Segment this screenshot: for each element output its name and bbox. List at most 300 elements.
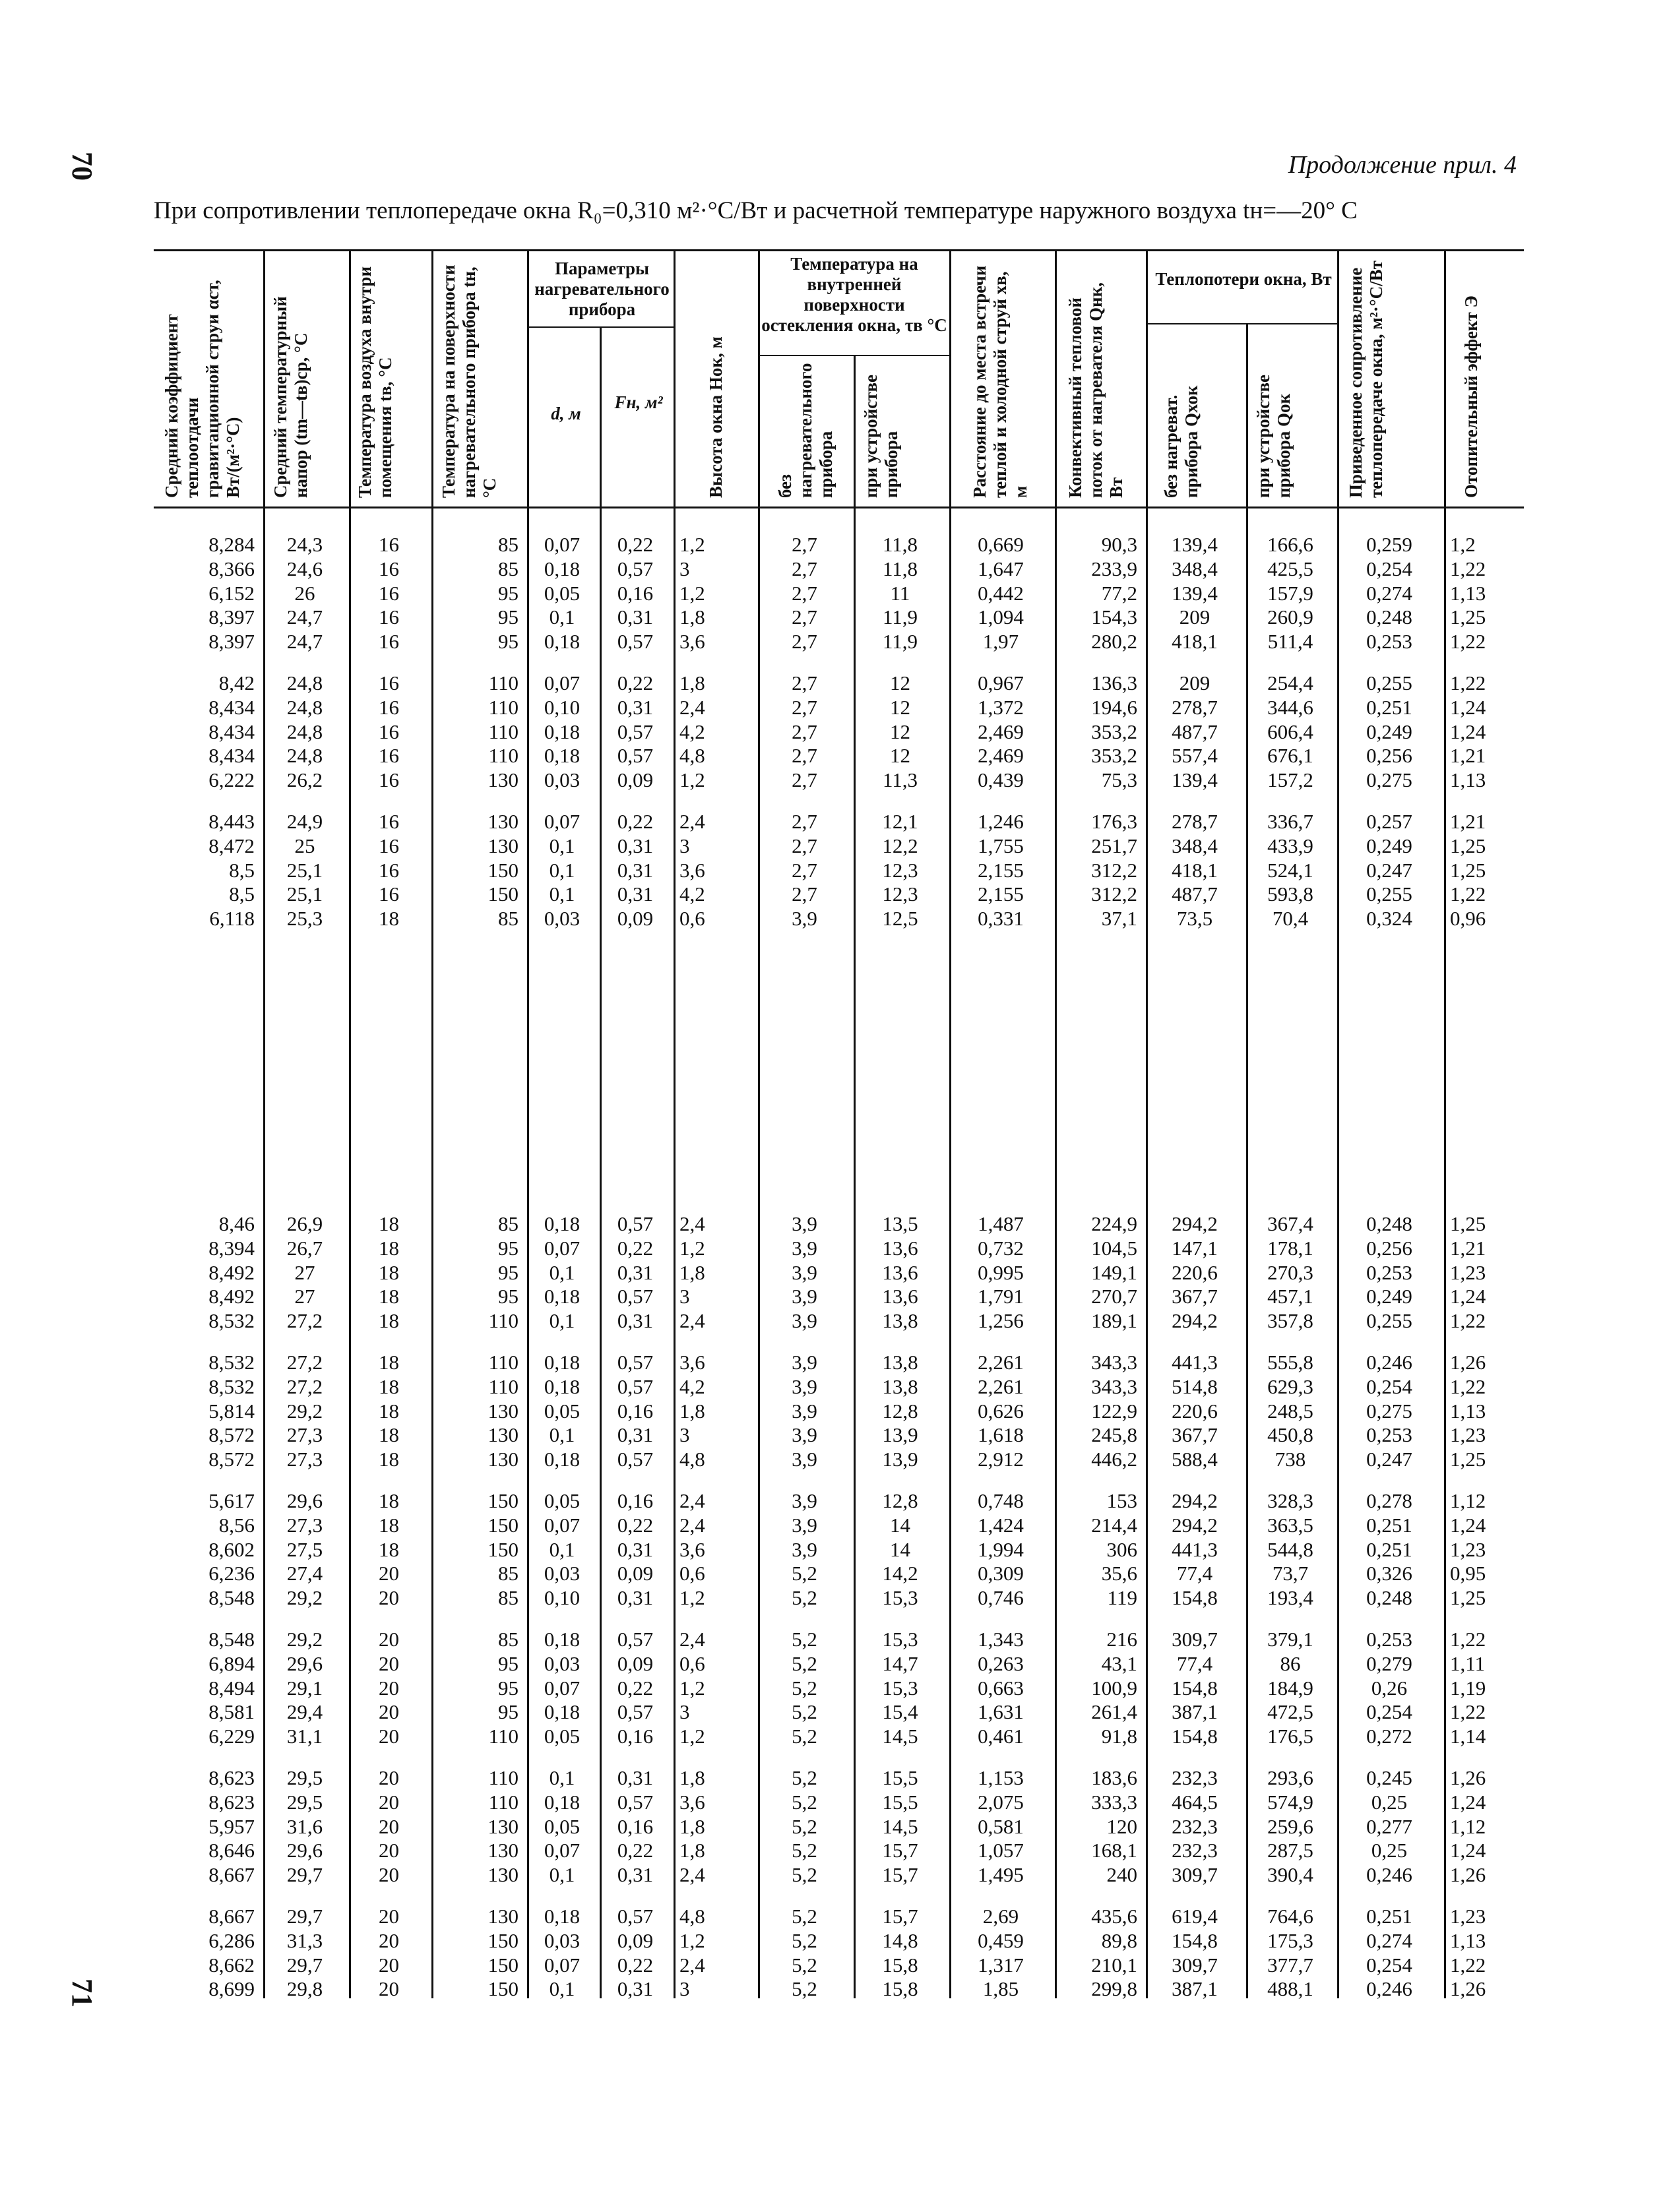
table-cell: 0,03 bbox=[544, 907, 581, 931]
table-cell: 2,7 bbox=[792, 858, 817, 882]
table-cell: 0,09 bbox=[617, 907, 654, 931]
table-cell: 309,7 bbox=[1172, 1953, 1218, 1977]
table-cell: 0,253 bbox=[1366, 1423, 1412, 1447]
table-cell: 29,7 bbox=[286, 1863, 323, 1887]
table-cell: 3,9 bbox=[792, 1212, 817, 1235]
table-cell: 0,22 bbox=[617, 809, 654, 833]
table-cell: 8,46 bbox=[218, 1212, 255, 1235]
column-divider bbox=[349, 249, 351, 1998]
table-cell: 357,8 bbox=[1267, 1309, 1313, 1333]
table-cell: 2,155 bbox=[978, 882, 1024, 906]
table-cell: 91,8 bbox=[1101, 1725, 1137, 1748]
table-cell: 0,6 bbox=[679, 1651, 705, 1675]
table-cell: 0,18 bbox=[544, 557, 581, 580]
table-cell: 27,3 bbox=[286, 1513, 323, 1537]
table-cell: 110 bbox=[488, 1309, 519, 1333]
table-cell: 2,69 bbox=[982, 1904, 1019, 1928]
table-cell: 299,8 bbox=[1091, 1977, 1137, 2001]
table-cell: 150 bbox=[488, 882, 519, 906]
table-cell: 3,9 bbox=[792, 1423, 817, 1447]
table-cell: 0,275 bbox=[1366, 1399, 1412, 1423]
table-cell: 0,274 bbox=[1366, 581, 1412, 605]
table-cell: 0,748 bbox=[978, 1489, 1024, 1512]
table-cell: 2,469 bbox=[978, 720, 1024, 743]
table-cell: 13,6 bbox=[882, 1285, 918, 1308]
table-cell: 0,09 bbox=[617, 1562, 654, 1585]
table-cell: 1,22 bbox=[1450, 1309, 1486, 1333]
column-temp-head bbox=[269, 533, 340, 931]
table-cell: 1,25 bbox=[1450, 858, 1486, 882]
table-cell: 0,272 bbox=[1366, 1725, 1412, 1748]
header-surface-group: Температура на внутренней поверхности остекления окна, τв °С bbox=[761, 254, 947, 335]
table-cell: 0,442 bbox=[978, 581, 1024, 605]
column-divider bbox=[1146, 249, 1148, 1998]
table-cell: 1,23 bbox=[1450, 1260, 1486, 1284]
table-cell: 95 bbox=[498, 1260, 519, 1284]
table-cell: 1,495 bbox=[978, 1863, 1024, 1887]
table-cell: 1,24 bbox=[1450, 720, 1486, 743]
table-cell: 13,8 bbox=[882, 1309, 918, 1333]
header-reduced-resistance: Приведенное сопротивление теплопередаче окна, м²·°С/Вт bbox=[1346, 261, 1386, 498]
table-cell: 1,2 bbox=[679, 1725, 705, 1748]
table-cell: 387,1 bbox=[1172, 1700, 1218, 1724]
table-cell: 1,23 bbox=[1450, 1904, 1486, 1928]
table-cell: 1,25 bbox=[1450, 605, 1486, 629]
table-cell: 353,2 bbox=[1091, 720, 1137, 743]
table-cell: 0,31 bbox=[617, 1309, 654, 1333]
table-cell: 35,6 bbox=[1101, 1562, 1137, 1585]
table-cell: 13,8 bbox=[882, 1350, 918, 1374]
table-cell: 104,5 bbox=[1091, 1236, 1137, 1260]
table-cell: 5,2 bbox=[792, 1562, 817, 1585]
header-loss-group: Теплопотери окна, Вт bbox=[1155, 269, 1332, 289]
table-cell: 0,1 bbox=[549, 1766, 575, 1789]
table-cell: 0,57 bbox=[617, 1448, 654, 1471]
table-cell: 0,254 bbox=[1366, 1953, 1412, 1977]
table-cell: 29,8 bbox=[286, 1977, 323, 2001]
table-cell: 1,21 bbox=[1450, 744, 1486, 768]
table-cell: 0,732 bbox=[978, 1236, 1024, 1260]
table-top-rule bbox=[154, 249, 1524, 251]
table-cell: 12,3 bbox=[882, 882, 918, 906]
table-cell: 367,7 bbox=[1172, 1285, 1218, 1308]
table-cell: 0,251 bbox=[1366, 695, 1412, 719]
table-cell: 278,7 bbox=[1172, 809, 1218, 833]
table-cell: 5,2 bbox=[792, 1676, 817, 1700]
table-cell: 24,9 bbox=[286, 809, 323, 833]
table-cell: 1,24 bbox=[1450, 1790, 1486, 1814]
table-cell: 29,2 bbox=[286, 1399, 323, 1423]
table-cell: 0,03 bbox=[544, 768, 581, 792]
table-cell: 5,2 bbox=[792, 1627, 817, 1651]
table-cell: 15,7 bbox=[882, 1904, 918, 1928]
table-cell: 3,6 bbox=[679, 1350, 705, 1374]
table-cell: 8,602 bbox=[208, 1537, 255, 1561]
table-cell: 0,57 bbox=[617, 1285, 654, 1308]
table-cell: 0,324 bbox=[1366, 907, 1412, 931]
table-cell: 154,8 bbox=[1172, 1586, 1218, 1610]
table-cell: 150 bbox=[488, 858, 519, 882]
table-cell: 29,2 bbox=[286, 1586, 323, 1610]
header-area: Fн, м² bbox=[614, 392, 663, 412]
table-cell: 29,6 bbox=[286, 1489, 323, 1512]
column-divider bbox=[1246, 323, 1248, 1998]
table-cell: 0,16 bbox=[617, 1399, 654, 1423]
table-cell: 0,31 bbox=[617, 1586, 654, 1610]
table-cell: 0,256 bbox=[1366, 744, 1412, 768]
table-cell: 8,667 bbox=[208, 1904, 255, 1928]
table-cell: 259,6 bbox=[1267, 1814, 1313, 1838]
table-cell: 14,5 bbox=[882, 1725, 918, 1748]
column-divider bbox=[1055, 249, 1057, 1998]
table-cell: 12,1 bbox=[882, 809, 918, 833]
table-cell: 457,1 bbox=[1267, 1285, 1313, 1308]
table-cell: 178,1 bbox=[1267, 1236, 1313, 1260]
table-cell: 15,3 bbox=[882, 1586, 918, 1610]
table-cell: 0,1 bbox=[549, 882, 575, 906]
table-cell: 18 bbox=[379, 1537, 399, 1561]
table-cell: 0,31 bbox=[617, 882, 654, 906]
table-cell: 1,26 bbox=[1450, 1863, 1486, 1887]
table-cell: 130 bbox=[488, 1448, 519, 1471]
table-cell: 2,469 bbox=[978, 744, 1024, 768]
table-cell: 16 bbox=[379, 768, 399, 792]
table-cell: 433,9 bbox=[1267, 834, 1313, 857]
column-alpha bbox=[159, 1212, 255, 2002]
table-cell: 16 bbox=[379, 809, 399, 833]
table-cell: 3 bbox=[679, 1700, 690, 1724]
table-cell: 1,97 bbox=[982, 630, 1019, 654]
table-cell: 0,31 bbox=[617, 858, 654, 882]
table-cell: 0,248 bbox=[1366, 1212, 1412, 1235]
table-cell: 0,967 bbox=[978, 671, 1024, 694]
table-cell: 1,2 bbox=[1450, 533, 1476, 556]
table-cell: 1,26 bbox=[1450, 1766, 1486, 1789]
table-cell: 6,222 bbox=[208, 768, 255, 792]
table-cell: 24,7 bbox=[286, 630, 323, 654]
table-cell: 0,25 bbox=[1371, 1839, 1408, 1862]
table-cell: 6,152 bbox=[208, 581, 255, 605]
table-cell: 251,7 bbox=[1091, 834, 1137, 857]
column-temp-head bbox=[269, 1212, 340, 2002]
header-heating-effect: Отопительный эффект Э bbox=[1461, 295, 1481, 498]
table-cell: 4,8 bbox=[679, 1904, 705, 1928]
table-cell: 176,3 bbox=[1091, 809, 1137, 833]
table-cell: 11,8 bbox=[882, 533, 918, 556]
table-cell: 254,4 bbox=[1267, 671, 1313, 694]
loss-group-rule bbox=[1147, 323, 1338, 324]
table-cell: 1,8 bbox=[679, 605, 705, 629]
table-cell: 0,18 bbox=[544, 1285, 581, 1308]
table-cell: 5,2 bbox=[792, 1863, 817, 1887]
column-convective-flow bbox=[1061, 533, 1137, 931]
table-cell: 18 bbox=[379, 907, 399, 931]
table-cell: 0,254 bbox=[1366, 1700, 1412, 1724]
table-cell: 16 bbox=[379, 695, 399, 719]
table-cell: 245,8 bbox=[1091, 1423, 1137, 1447]
table-cell: 270,3 bbox=[1267, 1260, 1313, 1284]
table-cell: 353,2 bbox=[1091, 744, 1137, 768]
table-cell: 1,8 bbox=[679, 1839, 705, 1862]
table-cell: 629,3 bbox=[1267, 1374, 1313, 1398]
table-cell: 95 bbox=[498, 581, 519, 605]
table-cell: 15,5 bbox=[882, 1790, 918, 1814]
table-cell: 85 bbox=[498, 533, 519, 556]
table-cell: 3,9 bbox=[792, 1260, 817, 1284]
table-cell: 1,21 bbox=[1450, 1236, 1486, 1260]
table-cell: 0,07 bbox=[544, 1513, 581, 1537]
table-cell: 0,16 bbox=[617, 1814, 654, 1838]
table-cell: 122,9 bbox=[1091, 1399, 1137, 1423]
table-cell: 5,2 bbox=[792, 1839, 817, 1862]
table-cell: 2,261 bbox=[978, 1350, 1024, 1374]
table-cell: 0,249 bbox=[1366, 834, 1412, 857]
table-cell: 25,3 bbox=[286, 907, 323, 931]
table-cell: 1,26 bbox=[1450, 1977, 1486, 2001]
table-cell: 110 bbox=[488, 720, 519, 743]
table-cell: 5,2 bbox=[792, 1700, 817, 1724]
table-cell: 16 bbox=[379, 533, 399, 556]
table-cell: 214,4 bbox=[1091, 1513, 1137, 1537]
table-cell: 8,5 bbox=[229, 882, 255, 906]
table-cell: 150 bbox=[488, 1953, 519, 1977]
table-cell: 2,7 bbox=[792, 834, 817, 857]
table-cell: 12,2 bbox=[882, 834, 918, 857]
table-cell: 0,57 bbox=[617, 720, 654, 743]
column-surface-with bbox=[860, 1212, 941, 2002]
header-loss-with: при устройстве прибора Qок bbox=[1253, 374, 1294, 498]
table-cell: 1,994 bbox=[978, 1537, 1024, 1561]
table-cell: 0,31 bbox=[617, 1977, 654, 2001]
table-cell: 0,09 bbox=[617, 1928, 654, 1952]
table-cell: 0,1 bbox=[549, 1260, 575, 1284]
table-cell: 1,22 bbox=[1450, 630, 1486, 654]
table-cell: 3,9 bbox=[792, 1513, 817, 1537]
table-cell: 2,4 bbox=[679, 1309, 705, 1333]
table-cell: 3,9 bbox=[792, 1309, 817, 1333]
table-cell: 15,7 bbox=[882, 1863, 918, 1887]
table-cell: 5,2 bbox=[792, 1953, 817, 1977]
table-cell: 130 bbox=[488, 834, 519, 857]
header-meeting-distance: Расстояние до места встречи теплой и холодной струй xв, м bbox=[970, 265, 1030, 498]
table-cell: 0,277 bbox=[1366, 1814, 1412, 1838]
table-cell: 8,623 bbox=[208, 1766, 255, 1789]
table-cell: 294,2 bbox=[1172, 1489, 1218, 1512]
table-cell: 13,6 bbox=[882, 1260, 918, 1284]
table-cell: 232,3 bbox=[1172, 1766, 1218, 1789]
table-cell: 524,1 bbox=[1267, 858, 1313, 882]
table-cell: 139,4 bbox=[1172, 533, 1218, 556]
header-window-height: Высота окна Hок, м bbox=[706, 336, 726, 498]
column-reduced-resistance bbox=[1343, 1212, 1435, 2002]
table-cell: 2,7 bbox=[792, 695, 817, 719]
table-cell: 8,662 bbox=[208, 1953, 255, 1977]
table-cell: 2,4 bbox=[679, 1863, 705, 1887]
table-cell: 16 bbox=[379, 581, 399, 605]
column-meeting-distance bbox=[955, 533, 1046, 931]
table-cell: 90,3 bbox=[1101, 533, 1137, 556]
table-cell: 1,8 bbox=[679, 1260, 705, 1284]
table-cell: 130 bbox=[488, 809, 519, 833]
table-cell: 280,2 bbox=[1091, 630, 1137, 654]
table-cell: 110 bbox=[488, 695, 519, 719]
column-loss-without bbox=[1152, 1212, 1238, 2002]
table-cell: 16 bbox=[379, 671, 399, 694]
column-surface-without bbox=[764, 533, 845, 931]
table-cell: 1,424 bbox=[978, 1513, 1024, 1537]
table-cell: 110 bbox=[488, 1725, 519, 1748]
table-cell: 154,8 bbox=[1172, 1676, 1218, 1700]
table-cell: 418,1 bbox=[1172, 858, 1218, 882]
table-cell: 544,8 bbox=[1267, 1537, 1313, 1561]
column-divider bbox=[1444, 249, 1446, 1998]
table-cell: 13,9 bbox=[882, 1448, 918, 1471]
table-cell: 24,3 bbox=[286, 533, 323, 556]
table-cell: 619,4 bbox=[1172, 1904, 1218, 1928]
table-cell: 11,8 bbox=[882, 557, 918, 580]
table-cell: 8,56 bbox=[218, 1513, 255, 1537]
table-cell: 8,667 bbox=[208, 1863, 255, 1887]
table-cell: 0,6 bbox=[679, 1562, 705, 1585]
table-cell: 0,57 bbox=[617, 1350, 654, 1374]
table-cell: 8,492 bbox=[208, 1285, 255, 1308]
table-cell: 0,18 bbox=[544, 744, 581, 768]
table-cell: 14,7 bbox=[882, 1651, 918, 1675]
column-divider bbox=[263, 249, 265, 1998]
table-cell: 2,4 bbox=[679, 695, 705, 719]
table-cell: 312,2 bbox=[1091, 882, 1137, 906]
table-cell: 418,1 bbox=[1172, 630, 1218, 654]
table-cell: 95 bbox=[498, 1285, 519, 1308]
header-heater-group: Параметры нагревательного прибора bbox=[534, 259, 670, 319]
table-cell: 31,1 bbox=[286, 1725, 323, 1748]
column-heating-effect bbox=[1450, 533, 1515, 931]
table-cell: 16 bbox=[379, 630, 399, 654]
table-cell: 1,13 bbox=[1450, 768, 1486, 792]
column-divider bbox=[758, 249, 760, 1998]
table-cell: 0,96 bbox=[1450, 907, 1486, 931]
table-cell: 20 bbox=[379, 1977, 399, 2001]
table-cell: 130 bbox=[488, 768, 519, 792]
table-cell: 233,9 bbox=[1091, 557, 1137, 580]
continuation-label: Продолжение прил. 4 bbox=[1288, 151, 1517, 179]
table-cell: 0,626 bbox=[978, 1399, 1024, 1423]
table-cell: 15,8 bbox=[882, 1953, 918, 1977]
table-cell: 0,22 bbox=[617, 1953, 654, 1977]
table-cell: 1,19 bbox=[1450, 1676, 1486, 1700]
table-cell: 20 bbox=[379, 1700, 399, 1724]
table-cell: 27,4 bbox=[286, 1562, 323, 1585]
table-cell: 15,5 bbox=[882, 1766, 918, 1789]
table-cell: 511,4 bbox=[1267, 630, 1313, 654]
table-cell: 0,461 bbox=[978, 1725, 1024, 1748]
table-cell: 6,894 bbox=[208, 1651, 255, 1675]
table-cell: 0,18 bbox=[544, 630, 581, 654]
column-divider bbox=[527, 249, 529, 1998]
table-cell: 3,6 bbox=[679, 1537, 705, 1561]
column-heater-temp bbox=[437, 1212, 519, 2002]
table-cell: 0,274 bbox=[1366, 1928, 1412, 1952]
table-cell: 1,22 bbox=[1450, 882, 1486, 906]
table-cell: 20 bbox=[379, 1953, 399, 1977]
table-cell: 29,6 bbox=[286, 1651, 323, 1675]
table-cell: 14,5 bbox=[882, 1814, 918, 1838]
table-cell: 0,09 bbox=[617, 1651, 654, 1675]
table-cell: 0,03 bbox=[544, 1562, 581, 1585]
table-cell: 0,246 bbox=[1366, 1863, 1412, 1887]
table-cell: 1,22 bbox=[1450, 1374, 1486, 1398]
table-cell: 0,57 bbox=[617, 1627, 654, 1651]
table-cell: 1,13 bbox=[1450, 1399, 1486, 1423]
table-cell: 8,532 bbox=[208, 1309, 255, 1333]
table-cell: 0,246 bbox=[1366, 1350, 1412, 1374]
table-cell: 0,253 bbox=[1366, 1260, 1412, 1284]
table-cell: 18 bbox=[379, 1212, 399, 1235]
table-cell: 1,23 bbox=[1450, 1423, 1486, 1447]
table-cell: 4,8 bbox=[679, 744, 705, 768]
column-divider bbox=[674, 249, 676, 1998]
table-cell: 1,343 bbox=[978, 1627, 1024, 1651]
column-area bbox=[606, 533, 665, 931]
table-cell: 77,4 bbox=[1176, 1651, 1213, 1675]
column-window-height bbox=[679, 533, 749, 931]
table-cell: 0,1 bbox=[549, 1977, 575, 2001]
table-cell: 8,532 bbox=[208, 1350, 255, 1374]
column-divider bbox=[854, 355, 856, 1998]
table-cell: 0,18 bbox=[544, 720, 581, 743]
table-cell: 3,9 bbox=[792, 1537, 817, 1561]
table-cell: 557,4 bbox=[1172, 744, 1218, 768]
table-cell: 8,397 bbox=[208, 630, 255, 654]
table-cell: 0,03 bbox=[544, 1928, 581, 1952]
table-cell: 3,6 bbox=[679, 858, 705, 882]
column-heating-effect bbox=[1450, 1212, 1515, 2002]
table-cell: 175,3 bbox=[1267, 1928, 1313, 1952]
table-cell: 1,2 bbox=[679, 1928, 705, 1952]
table-cell: 450,8 bbox=[1267, 1423, 1313, 1447]
table-cell: 31,3 bbox=[286, 1928, 323, 1952]
table-cell: 441,3 bbox=[1172, 1537, 1218, 1561]
table-cell: 150 bbox=[488, 1977, 519, 2001]
table-cell: 0,07 bbox=[544, 809, 581, 833]
table-cell: 0,669 bbox=[978, 533, 1024, 556]
table-cell: 0,309 bbox=[978, 1562, 1024, 1585]
table-cell: 0,1 bbox=[549, 858, 575, 882]
table-cell: 2,155 bbox=[978, 858, 1024, 882]
table-cell: 3 bbox=[679, 834, 690, 857]
table-cell: 2,7 bbox=[792, 557, 817, 580]
table-cell: 6,118 bbox=[209, 907, 255, 931]
table-cell: 130 bbox=[488, 1863, 519, 1887]
table-cell: 95 bbox=[498, 1651, 519, 1675]
table-cell: 8,42 bbox=[218, 671, 255, 694]
table-cell: 20 bbox=[379, 1676, 399, 1700]
table-cell: 487,7 bbox=[1172, 882, 1218, 906]
table-cell: 441,3 bbox=[1172, 1350, 1218, 1374]
table-cell: 130 bbox=[488, 1399, 519, 1423]
table-cell: 232,3 bbox=[1172, 1814, 1218, 1838]
table-cell: 15,3 bbox=[882, 1627, 918, 1651]
table-cell: 29,2 bbox=[286, 1627, 323, 1651]
table-cell: 11 bbox=[890, 581, 910, 605]
table-cell: 27,3 bbox=[286, 1423, 323, 1447]
table-cell: 4,2 bbox=[679, 882, 705, 906]
table-cell: 1,791 bbox=[978, 1285, 1024, 1308]
heater-group-rule bbox=[528, 326, 674, 328]
table-cell: 0,22 bbox=[617, 1236, 654, 1260]
table-cell: 387,1 bbox=[1172, 1977, 1218, 2001]
table-cell: 13,9 bbox=[882, 1423, 918, 1447]
